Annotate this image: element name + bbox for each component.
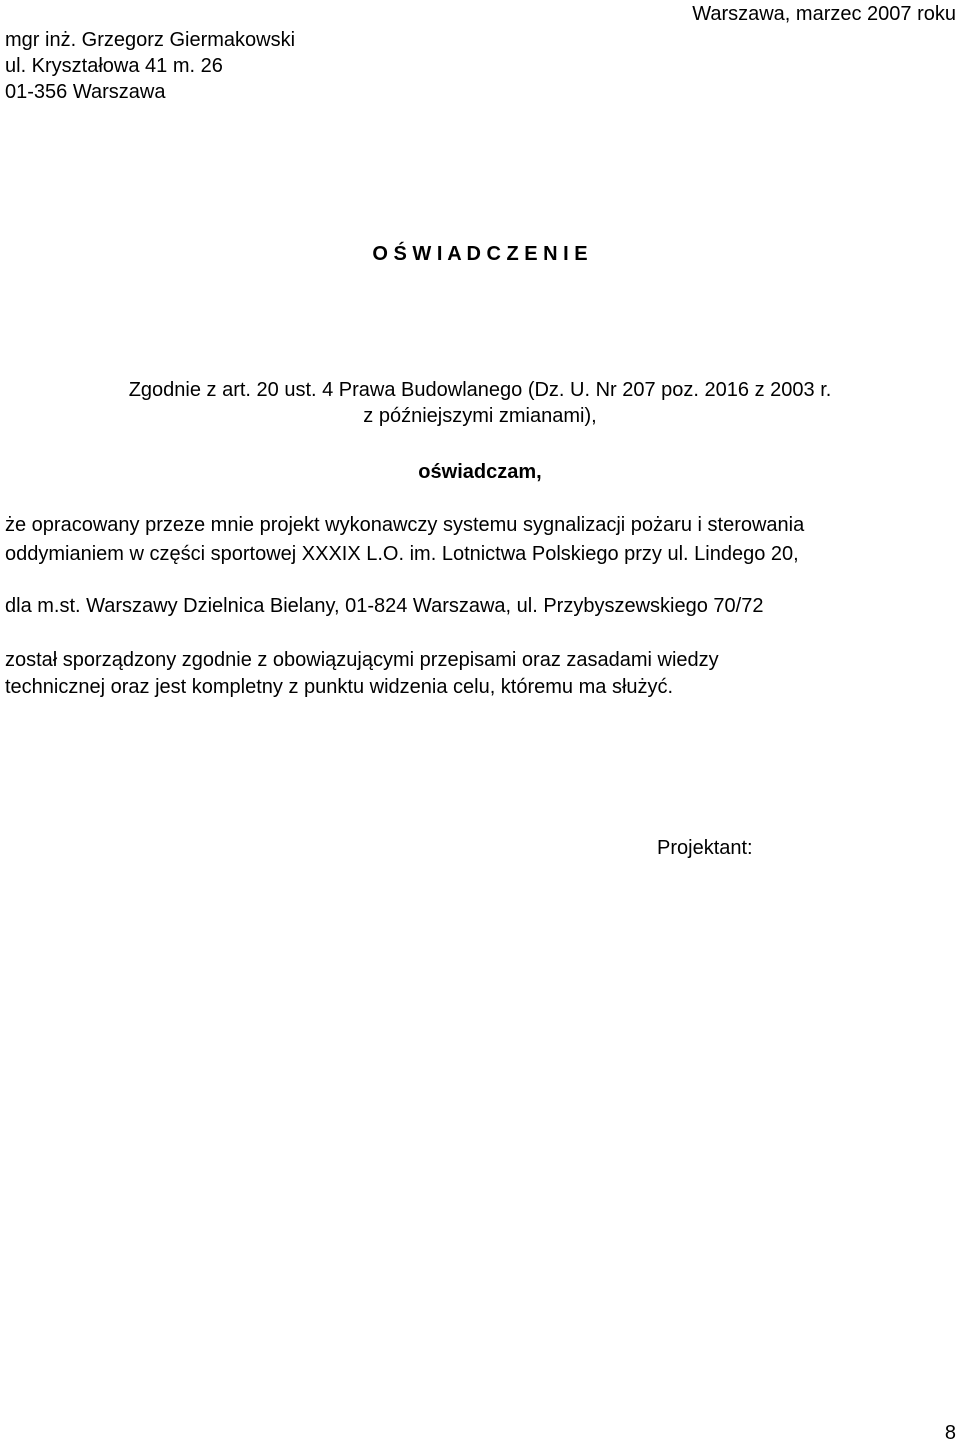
document-title: O Ś W I A D C Z E N I E <box>372 243 588 265</box>
legal-basis-line-2: z późniejszymi zmianami), <box>363 405 597 427</box>
body-line-5: technicznej oraz jest kompletny z punktu widzenia celu, któremu ma służyć. <box>5 676 674 698</box>
declaration-word: oświadczam, <box>418 461 542 483</box>
legal-basis-line-1: Zgodnie z art. 20 ust. 4 Prawa Budowlanego (Dz. U. Nr 207 poz. 2016 z 2003 r. <box>128 379 832 401</box>
body-line-3: dla m.st. Warszawy Dzielnica Bielany, 01-824 Warszawa, ul. Przybyszewskiego 70/72 <box>5 595 764 617</box>
body-line-2: oddymianiem w części sportowej XXXIX L.O. im. Lotnictwa Polskiego przy ul. Lindego 20, <box>5 543 799 565</box>
body-line-4: został sporządzony zgodnie z obowiązującymi przepisami oraz zasadami wiedzy <box>5 649 719 671</box>
sender-street: ul. Kryształowa 41 m. 26 <box>5 55 223 77</box>
sender-name: mgr inż. Grzegorz Giermakowski <box>5 29 296 51</box>
page-number: 8 <box>944 1422 956 1444</box>
sender-city: 01-356 Warszawa <box>5 81 166 103</box>
signature-label: Projektant: <box>657 837 753 859</box>
body-line-1: że opracowany przeze mnie projekt wykonawczy systemu sygnalizacji pożaru i sterowania <box>5 514 805 536</box>
place-date: Warszawa, marzec 2007 roku <box>692 3 956 25</box>
